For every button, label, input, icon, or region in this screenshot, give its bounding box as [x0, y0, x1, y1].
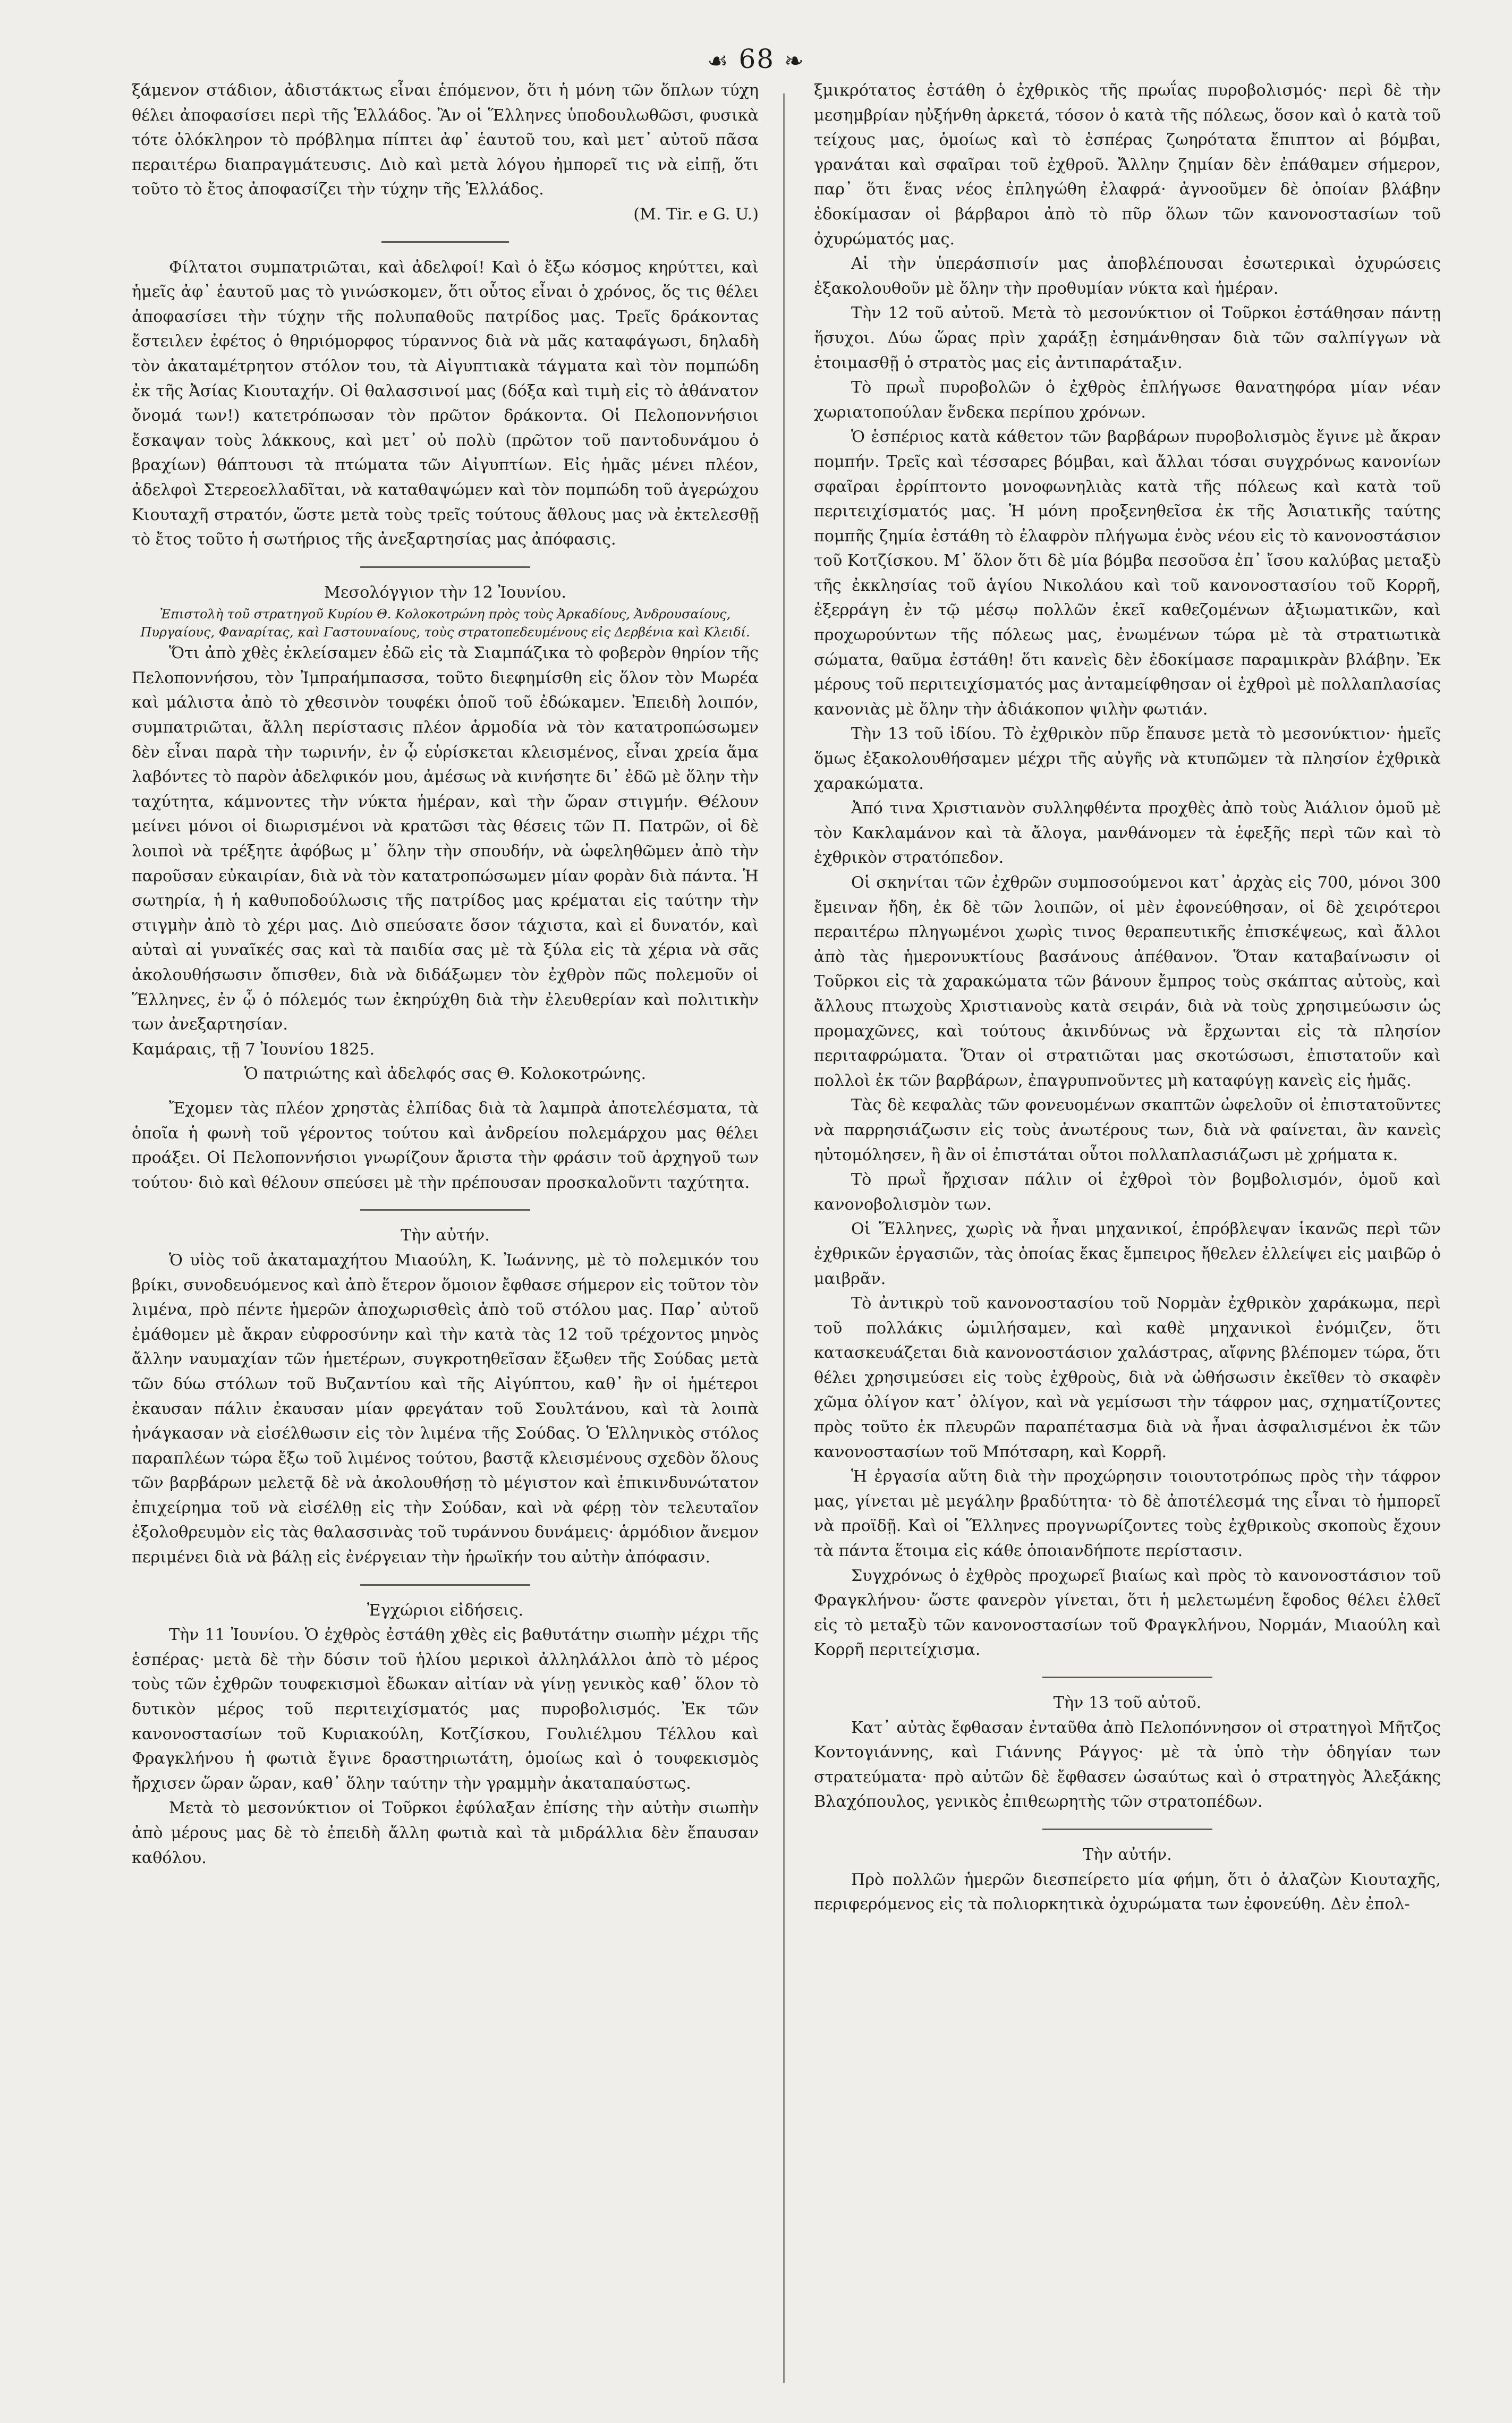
- section-heading: Τὴν 13 τοῦ αὐτοῦ.: [1053, 1694, 1202, 1712]
- column-divider: [783, 93, 785, 2383]
- page-number: 68: [738, 44, 775, 74]
- paragraph: Τὸ πρωῒ ἤρχισαν πάλιν οἱ ἐχθροὶ τὸν βομβολισμόν, ὁμοῦ καὶ κανονοβολισμὸν των.: [814, 1170, 1441, 1214]
- page-header: [0, 44, 1512, 75]
- paragraph: ξμικρότατος ἐστάθη ὁ ἐχθρικὸς τῆς πρωΐας πυροβολισμός· περὶ δὲ τὴν μεσημβρίαν ηὐξήνθη ἀρκετά, τόσον ὁ κατὰ τῆς πόλεως, ὅσον καὶ ὁ κατὰ τοῦ τείχους μας, ὁμοίως καὶ τὸ ἑσπέρας ζωηρότατα ἔπιπτον αἱ βόμβαι, γρανάται καὶ σφαῖραι τοῦ ἐχθροῦ. Ἄλλην ζημίαν δὲν ἐπάθαμεν σήμερον, παρ᾽ ὅτι ἕνας νέος ἐπληγώθη ἐλαφρά· ἀγνοοῦμεν δὲ ὁποίαν βλάβην ἐδοκίμασαν οἱ βάρβαροι ἀπὸ τὸ πῦρ ὅλων τῶν κανονοστασίων τοῦ ὀχυρώματός μας.: [814, 81, 1441, 249]
- divider: [381, 241, 509, 243]
- signature: Ὁ πατριώτης καὶ ἀδελφός σας Θ. Κολοκοτρώνης.: [244, 1065, 647, 1084]
- section-heading: Ἐγχώριοι εἰδήσεις.: [367, 1601, 524, 1620]
- paragraph: Πρὸ πολλῶν ἡμερῶν διεσπείρετο μία φήμη, ὅτι ὁ ἀλαζὼν Κιουταχῆς, περιφερόμενος εἰς τὰ πολιορκητικὰ ὀχυρώματα των ἐφονεύθη. Δὲν ἐπολ-: [814, 1870, 1441, 1914]
- paragraph: Φίλτατοι συμπατριῶται, καὶ ἀδελφοί! Καὶ ὁ ἔξω κόσμος κηρύττει, καὶ ἡμεῖς ἀφ᾽ ἑαυτοῦ μας τὸ γινώσκομεν, ὅτι οὗτος εἶναι ὁ χρόνος, ὅς τις θέλει ἀποφασίσει τὴν τύχην τῆς πολυπαθοῦς πατρίδος μας. Τρεῖς δράκοντας ἔστειλεν ἐφέτος ὁ θηριόμορφος τύραννος διὰ νὰ μᾶς καταφάγωσι, δηλαδὴ τὸν ἀκαταμέτρητον στόλον του, τὰ Αἰγυπτιακὰ τάγματα καὶ τὸν πομπώδη ἐκ τῆς Ἀσίας Κιουταχήν. Οἱ θαλασσινοί μας (δόξα καὶ τιμὴ εἰς τὸ ἀθάνατον ὄνομά των!) κατετρόπωσαν τὸν πρῶτον δράκοντα. Οἱ Πελοποννήσιοι ἔσκαψαν τοὺς λάκκους, καὶ μετ᾽ οὐ πολὺ (πρῶτον τοῦ παντοδυνάμου ὁ βραχίων) θάπτουσι τὰ πτώματα τῶν Αἰγυπτίων. Εἰς ἡμᾶς μένει πλέον, ἀδελφοὶ Στερεοελλαδῖται, νὰ καταθαψώμεν καὶ τὸν πομπώδη τοῦ ἀγερώχου Κιουταχῆ στρατόν, ὥστε μετὰ τοὺς τρεῖς τούτους ἄθλους μας νὰ ἐκτελεσθῇ τὸ ἔτος τοῦτο ἡ σωτήριος τῆς ἀνεξαρτησίας μας ἀπόφασις.: [132, 258, 759, 549]
- right-column: [814, 79, 1441, 1917]
- paragraph: Ὁ ἑσπέριος κατὰ κάθετον τῶν βαρβάρων πυροβολισμὸς ἔγινε μὲ ἄκραν πομπήν. Τρεῖς καὶ τέσσαρες βόμβαι, καὶ ἄλλαι τόσαι συγχρόνως κανονίων σφαῖραι ἐρρίπτοντο μονοφωνηλιὰς κατὰ τῆς πόλεως καὶ κατὰ τοῦ περιτειχίσματός μας. Ἡ μόνη προξενηθεῖσα ἐκ τῆς Ἀσιατικῆς ταύτης πομπῆς ζημία ἐστάθη τὸ ἐλαφρὸν πλήγωμα ἑνὸς νέου εἰς τὸ κανονοστάσιον τοῦ Κοτζίσκου. Μ᾽ ὅλον ὅτι δὲ μία βόμβα πεσοῦσα ἐπ᾽ ἴσου καλύβας μεταξὺ τῆς ἐκκλησίας τοῦ ἁγίου Νικολάου καὶ τοῦ κανονοστασίου τοῦ Κορρῆ, ἐξερράγη ἐν τῷ μέσῳ πολλῶν ἐκεῖ καθεζομένων ἀξιωματικῶν, καὶ προχωρούντων τῆς πόλεως μας, ἐνωμένων τώρα μὲ τὰ στρατιωτικὰ σώματα, θαῦμα ἐστάθη! ὅτι κανεὶς δὲν ἐδοκίμασε παραμικρὰν βλάβην. Ἐκ μέρους τοῦ περιτειχίσματός μας ἀνταμείφθησαν οἱ ἐχθροὶ μὲ πολλαπλασίας κανονιὰς μὲ ὅλην τὴν ἀδιάκοπον ψιλὴν φωτιάν.: [814, 428, 1441, 719]
- paragraph: Αἱ τὴν ὑπεράσπισίν μας ἀποβλέπουσαι ἐσωτερικαὶ ὀχυρώσεις ἐξακολουθοῦν μὲ ὅλην τὴν προθυμίαν νύκτα καὶ ἡμέραν.: [814, 254, 1441, 298]
- paragraph: Τὸ πρωῒ πυροβολῶν ὁ ἐχθρὸς ἐπλήγωσε θανατηφόρα μίαν νέαν χωριατοπούλαν ἕνδεκα περίπου χρόνων.: [814, 378, 1441, 422]
- source-citation: (M. Tir. e G. U.): [633, 205, 759, 224]
- paragraph: Οἱ Ἕλληνες, χωρὶς νὰ ἦναι μηχανικοί, ἐπρόβλεψαν ἱκανῶς περὶ τῶν ἐχθρικῶν ἐργασιῶν, τὰς ὁποίας ἔκας ἔμπειρος ἤθελεν ἐλλείψει εἰς μαιβῶρ ὁ μαιβρᾶν.: [814, 1220, 1441, 1288]
- paragraph: Τὴν 12 τοῦ αὐτοῦ. Μετὰ τὸ μεσονύκτιον οἱ Τοῦρκοι ἐστάθησαν πάντῃ ἥσυχοι. Δύω ὥρας πρὶν χαράξῃ ἐσημάνθησαν διὰ τῶν σαλπίγγων νὰ ἑτοιμασθῇ ὁ στρατὸς μας εἰς ἀντιπαράταξιν.: [814, 304, 1441, 372]
- paragraph: Ἔχομεν τὰς πλέον χρηστὰς ἐλπίδας διὰ τὰ λαμπρὰ ἀποτελέσματα, τὰ ὁποῖα ἡ φωνὴ τοῦ γέροντος τούτου καὶ ἀνδρείου πολεμάρχου μας θέλει προάξει. Οἱ Πελοποννήσιοι γνωρίζουν ἄριστα τὴν φράσιν τοῦ ἀρχηγοῦ των τούτου· διὸ καὶ θέλουν σπεύσει μὲ τὴν πρέπουσαν προσκαλοῦντι ταχύτητα.: [132, 1099, 759, 1192]
- paragraph: Ἡ ἐργασία αὕτη διὰ τὴν προχώρησιν τοιουτοτρόπως πρὸς τὴν τάφρον μας, γίνεται μὲ μεγάλην βραδύτητα· τὸ δὲ ἀποτέλεσμά της εἶναι τὸ ἡμπορεῖ νὰ προϊδῇ. Καὶ οἱ Ἕλληνες προγνωρίζοντες τοὺς ἐχθρικοὺς σκοποὺς ἔχουν τὰ πάντα ἕτοιμα εἰς κάθε ὁποιανδήποτε περίστασιν.: [814, 1467, 1441, 1561]
- divider: [1042, 1677, 1212, 1678]
- section-heading: Τὴν αὐτήν.: [1083, 1845, 1172, 1864]
- paragraph: Συγχρόνως ὁ ἐχθρὸς προχωρεῖ βιαίως καὶ πρὸς τὸ κανονοστάσιον τοῦ Φραγκλήνου· ὥστε φανερὸν γίνεται, ὅτι ἡ μελετωμένη ἔφοδος θέλει ἐλθεῖ εἰς τὸ μεταξὺ τῶν κανονοστασίων τοῦ Φραγκλήνου, Νορμάν, Μιαούλη καὶ Κορρῆ περιτείχισμα.: [814, 1566, 1441, 1660]
- paragraph: Τὴν 13 τοῦ ἰδίου. Τὸ ἐχθρικὸν πῦρ ἔπαυσε μετὰ τὸ μεσονύκτιον· ἡμεῖς ὅμως ἐξακολουθήσαμεν μέχρι τῆς αὐγῆς νὰ κτυπῶμεν τὰ πλησίον ἐχθρικὰ χαρακώματα.: [814, 725, 1441, 793]
- paragraph: Τὰς δὲ κεφαλὰς τῶν φονευομένων σκαπτῶν ὠφελοῦν οἱ ἐπιστατοῦντες νὰ παρρησιάζωσιν εἰς τοὺς ἀνωτέρους των, διὰ νὰ φαίνεται, ἂν κανεὶς ηὐτομόλησεν, ἢ ἂν οἱ ἐπιστάται οὗτοι πολλαπλασιάζωσι μὲ χρήματα κ.: [814, 1096, 1441, 1164]
- left-column: [132, 79, 759, 1871]
- divider: [1042, 1829, 1212, 1830]
- divider: [360, 566, 530, 568]
- divider: [360, 1584, 530, 1586]
- ornament-left-icon: ☙: [707, 47, 729, 75]
- paragraph: Μετὰ τὸ μεσονύκτιον οἱ Τοῦρκοι ἐφύλαξαν ἐπίσης τὴν αὐτὴν σιωπὴν ἀπὸ μέρους μας δὲ τὸ ἐπειδὴ ἄλλη φωτιὰ καὶ τὰ μιδράλλια δὲν ἔπαυσαν καθόλου.: [132, 1799, 759, 1867]
- paragraph: Τὸ ἀντικρὺ τοῦ κανονοστασίου τοῦ Νορμὰν ἐχθρικὸν χαράκωμα, περὶ τοῦ πολλάκις ὡμιλήσαμεν, καὶ καθὲ μηχανικοὶ ἐνόμιζεν, ὅτι κατασκευάζεται διὰ κανονοστάσιον χαλάστρας, αἴφνης βλέπομεν τώρα, ὅτι θέλει χρησιμεύσει εἰς τοὺς ἐχθροὺς, διὰ νὰ ὠθήσωσιν ἐκεῖθεν τὸ σκαφὲν χῶμα ὀλίγον κατ᾽ ὀλίγον, καὶ νὰ γεμίσωσι τὴν τάφρον μας, σχηματίζοντες πρὸς τοῦτο ἐκ πλευρῶν παραπέτασμα διὰ νὰ ἦναι ἀσφαλισμένοι ἐκ τῶν κανονοστασίων τοῦ Μπότσαρη, καὶ Κορρῆ.: [814, 1294, 1441, 1461]
- paragraph: Τὴν 11 Ἰουνίου. Ὁ ἐχθρὸς ἐστάθη χθὲς εἰς βαθυτάτην σιωπὴν μέχρι τῆς ἑσπέρας· μετὰ δὲ τὴν δύσιν τοῦ ἡλίου μερικοὶ ἀλληλάλλοι ἀπὸ τὸ μέρος τοὺς τῶν ἐχθρῶν τουφεκισμοὶ ἔδωκαν αἰτίαν νὰ γίνῃ γενικὸς καθ᾽ ὅλον τὸ δυτικὸν μέρος τοῦ περιτειχίσματός μας πυροβολισμός. Ἐκ τῶν κανονοστασίων τοῦ Κυριακούλη, Κοτζίσκου, Γουλιέλμου Τέλλου καὶ Φραγκλήνου ἡ φωτιὰ ἔγινε δραστηριωτάτη, ὁμοίως καὶ ὁ τουφεκισμὸς ἤρχισεν ὥραν ὥραν, καθ᾽ ὅλην ταύτην τὴν γραμμὴν ἀκαταπαύστως.: [132, 1626, 759, 1793]
- letter-heading: Ἐπιστολὴ τοῦ στρατηγοῦ Κυρίου Θ. Κολοκοτρώνη πρὸς τοὺς Ἀρκαδίους, Ἀνδρουσαίους, Πυργαίους, Φαναρίτας, καὶ Γαστουναίους, τοὺς στρατοπεδευμένους εἰς Δερβένια καὶ Κλειδί.: [140, 607, 750, 640]
- paragraph: ξάμενον στάδιον, ἀδιστάκτως εἶναι ἑπόμενον, ὅτι ἡ μόνη τῶν ὅπλων τύχη θέλει ἀποφασίσει περὶ τῆς Ἑλλάδος. Ἂν οἱ Ἕλληνες ὑποδουλωθῶσι, φυσικὰ τότε ὁλόκληρον τὸ πρόβλημα πίπτει ἀφ᾽ ἑαυτοῦ του, καὶ μετ᾽ αὐτοῦ πᾶσα περαιτέρω διαπραγμάτευσις. Διὸ καὶ μετὰ λόγου ἠμπορεῖ τις νὰ εἰπῇ, ὅτι τοῦτο τὸ ἔτος ἀποφασίζει τὴν τύχην τῆς Ἑλλάδος.: [132, 81, 759, 199]
- paragraph: Ἀπό τινα Χριστιανὸν συλληφθέντα προχθὲς ἀπὸ τοὺς Ἀιάλιον ὁμοῦ μὲ τὸν Κακλαμάνον καὶ τὰ ἄλογα, μανθάνομεν τὰ ἑφεξῆς περὶ τῶν καὶ τὸ ἐχθρικὸν στρατόπεδον.: [814, 799, 1441, 868]
- paragraph: Ὁ υἱὸς τοῦ ἀκαταμαχήτου Μιαούλη, Κ. Ἰωάννης, μὲ τὸ πολεμικόν του βρίκι, συνοδευόμενος καὶ ἀπὸ ἕτερον ὅμοιον ἔφθασε σήμερον εἰς τοῦτον τὸν λιμένα, πρὸ πέντε ἡμερῶν ἀποχωρισθεὶς ἀπὸ τοῦ στόλου μας. Παρ᾽ αὐτοῦ ἐμάθομεν μὲ ἄκραν εὐφροσύνην καὶ τὴν κατὰ τὰς 12 τοῦ τρέχοντος μηνὸς ἄλλην ναυμαχίαν τῶν ἡμετέρων, συγκροτηθεῖσαν ἔξωθεν τῆς Σούδας μετὰ τῶν δύω στόλων τοῦ Βυζαντίου καὶ τῆς Αἰγύπτου, καθ᾽ ἣν οἱ ἡμέτεροι ἐκαυσαν πάλιν ἐκαυσαν μίαν φρεγάταν τοῦ Σουλτάνου, καὶ τὰ λοιπὰ ἠνάγκασαν νὰ εἰσέλθωσιν εἰς τὸν λιμένα τῆς Σούδας. Ὁ Ἑλληνικὸς στόλος παραπλέων τώρα ἔξω τοῦ λιμένος τούτου, βαστᾷ κλεισμένους σχεδὸν ὅλους τῶν βαρβάρων μελετᾷ δὲ νὰ ἀκολουθήσῃ τὸ μέγιστον καὶ ἐπικινδυνώτατον ἐπιχείρημα τοῦ νὰ εἰσέλθῃ εἰς τὴν Σούδαν, καὶ νὰ φέρῃ τὸν τελευταῖον ἐξολοθρευμὸν εἰς τὰς θαλασσινὰς τοῦ τυράννου δυνάμεις· ἁρμόδιον ἄνεμον περιμένει διὰ νὰ βάλῃ εἰς ἐνέργειαν τὴν ἡρωϊκήν του αὐτὴν ἀπόφασιν.: [132, 1251, 759, 1567]
- paragraph: Ὅτι ἀπὸ χθὲς ἐκλείσαμεν ἐδῶ εἰς τὰ Σιαμπάζικα τὸ φοβερὸν θηρίον τῆς Πελοποννήσου, τὸν Ἰμπραήμπασσα, τοῦτο διεφημίσθη εἰς ὅλον τὸν Μωρέα καὶ μάλιστα ἀπὸ τὸ χθεσινὸν τουφέκι ὁποῦ τοῦ ἐδώκαμεν. Ἐπειδὴ λοιπόν, συμπατριῶται, ἄλλη περίστασις πλέον ἁρμοδία νὰ τὸν κατατροπώσωμεν δὲν εἶναι παρὰ τὴν τωρινήν, ἐν ᾧ εὑρίσκεται κλεισμένος, εἶναι χρεία ἅμα λαβόντες τὸ παρὸν ἀδελφικόν μου, ἀμέσως νὰ κινήσητε δι᾽ ἐδῶ μὲ ὅλην τὴν ταχύτητα, κάμνοντες τὴν νύκτα ἡμέραν, καὶ τὴν ὥραν στιγμήν. Θέλουν μείνει μόνοι οἱ διωρισμένοι νὰ κρατῶσι τὰς θέσεις τῶν Π. Πατρῶν, οἱ δὲ λοιποὶ νὰ τρέξητε ἀφόβως μ᾽ ὅλην τὴν σπουδήν, νὰ ὠφεληθῶμεν ἀπὸ τὴν παροῦσαν εὐκαιρίαν, διὰ νὰ τὸν κατατροπώσωμεν μίαν φορὰν διὰ πάντα. Ἡ σωτηρία, ἡ ἡ καθυποδούλωσις τῆς πατρίδος μας κρέμαται εἰς ταύτην τὴν στιγμὴν ἀπὸ τὸ χέρι μας. Διὸ σπεύσατε ὅσον τάχιστα, καὶ εἰ δυνατόν, καὶ αὐταὶ αἱ γυναῖκές σας καὶ τὰ παιδία σας μὲ τὰ ξύλα εἰς τὰ χέρια νὰ σᾶς ἀκολουθήσωσιν ὄπισθεν, διὰ νὰ διδάξωμεν τὸν ἐχθρὸν πῶς πολεμοῦν οἱ Ἕλληνες, ἐν ᾧ ὁ πόλεμός των ἐκηρύχθη διὰ τὴν ἐλευθερίαν καὶ πολιτικὴν των ἀνεξαρτησίαν.: [132, 644, 759, 1034]
- section-heading: Τὴν αὐτήν.: [401, 1226, 490, 1245]
- dateline: Καμάραις, τῇ 7 Ἰουνίου 1825.: [132, 1040, 375, 1059]
- divider: [360, 1209, 530, 1211]
- paragraph: Οἱ σκηνίται τῶν ἐχθρῶν συμποσούμενοι κατ᾽ ἀρχὰς εἰς 700, μόνοι 300 ἔμειναν ἤδη, ἐκ δὲ τῶν λοιπῶν, οἱ μὲν ἐφονεύθησαν, οἱ δὲ χειρότεροι περαιτέρω πληγωμένοι χωρὶς τινος θεραπευτικῆς ἐπισκέψεως, καὶ ἄλλοι ἀπὸ τὰς ἡμερονυκτίους βασάνους ἀπέθανον. Ὅταν καταβαίνωσιν οἱ Τοῦρκοι εἰς τὰ χαρακώματα τῶν βάνουν ἔμπρος τοὺς σκάπτας αὐτοὺς, καὶ ἄλλους πτωχοὺς Χριστιανοὺς κατὰ σειράν, διὰ νὰ τοὺς χρησιμεύωσιν ὡς προμαχῶνες, καὶ τούτους ἀκινδύνως νὰ ἔρχωνται εἰς τὰ πλησίον περιταφρώματα. Ὅταν οἱ στρατιῶται μας σκοτώσωσι, ἐπιστατοῦν καὶ πολλοὶ ἐκ τῶν βαρβάρων, ἐπαγρυπνοῦντες μὴ καταφύγῃ κανεὶς εἰς ἡμᾶς.: [814, 873, 1441, 1090]
- dateline: Μεσολόγγιον τὴν 12 Ἰουνίου.: [324, 583, 566, 602]
- ornament-right-icon: ❧: [784, 47, 805, 75]
- paragraph: Κατ᾽ αὐτὰς ἔφθασαν ἐνταῦθα ἀπὸ Πελοπόννησον οἱ στρατηγοὶ Μῆτζος Κοντογιάννης, καὶ Γιάννης Ράγγος· μὲ τὰ ὑπὸ τὴν ὁδηγίαν των στρατεύματα· πρὸ αὐτῶν δὲ ἔφθασεν ὡσαύτως καὶ ὁ στρατηγὸς Ἀλεξάκης Βλαχόπουλος, γενικὸς ἐπιθεωρητὴς τῶν στρατοπέδων.: [814, 1718, 1441, 1812]
